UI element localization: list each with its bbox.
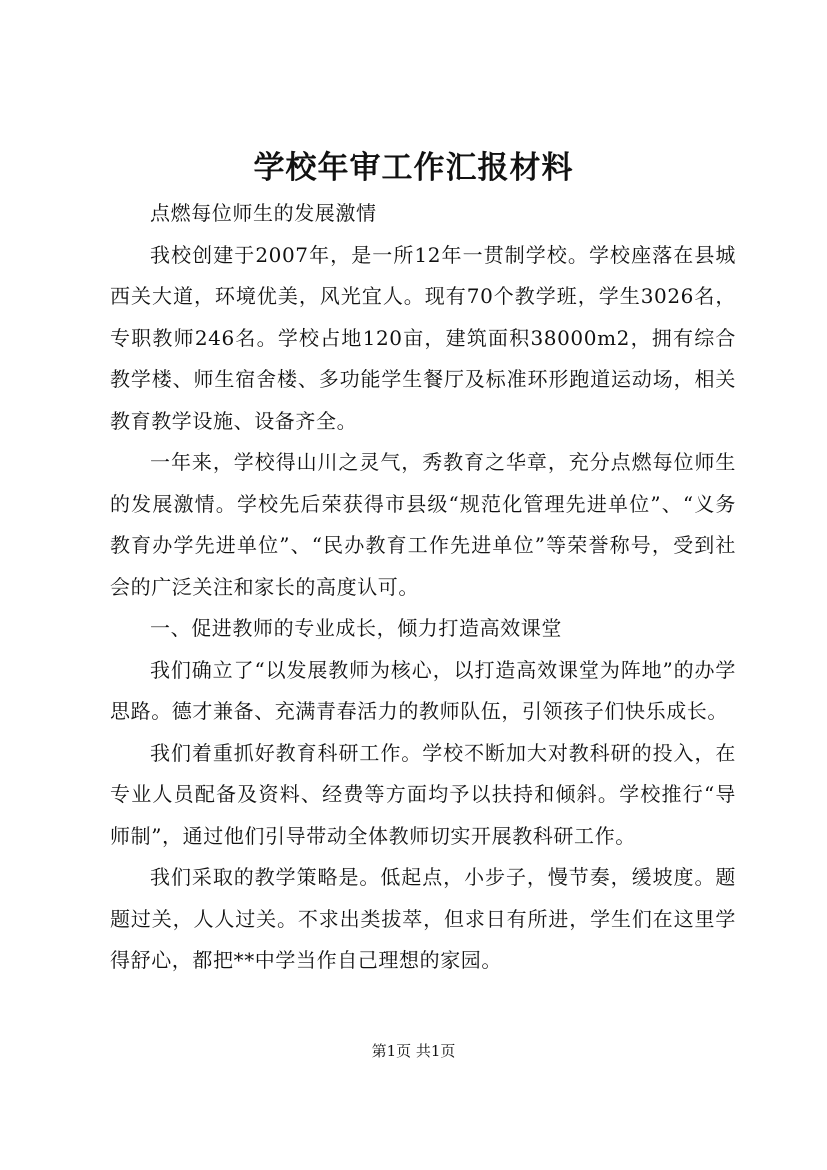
research-paragraph: 我们着重抓好教育科研工作。学校不断加大对教科研的投入，在专业人员配备及资料、经费等方面均予以扶持和倾斜。学校推行“导师制”，通过他们引导带动全体教师切实开展教科研工作。 <box>110 740 736 848</box>
intro-paragraph: 我校创建于2007年，是一所12年一贯制学校。学校座落在县城西关大道，环境优美，风光宜人。现有70个教学班，学生3026名，专职教师246名。学校占地120亩，建筑面积38000m2，拥有综合教学楼、师生宿舍楼、多功能学生餐厅及标准环形跑道运动场，相关教育教学设施、设备齐全。 <box>110 242 736 433</box>
document-title: 学校年审工作汇报材料 <box>253 150 574 186</box>
document-body <box>110 193 736 982</box>
teaching-philosophy-paragraph: 我们确立了“以发展教师为核心，以打造高效课堂为阵地”的办学思路。德才兼备、充满青春活力的教师队伍，引领孩子们快乐成长。 <box>110 657 736 723</box>
subtitle-paragraph: 点燃每位师生的发展激情 <box>150 201 377 225</box>
strategy-paragraph: 我们采取的教学策略是。低起点，小步子，慢节奏，缓坡度。题题过关，人人过关。不求出类拔萃，但求日有所进，学生们在这里学得舒心，都把**中学当作自己理想的家园。 <box>110 865 736 972</box>
section-heading: 一、促进教师的专业成长，倾力打造高效课堂 <box>150 616 562 640</box>
page-number-footer: 第1页 共1页 <box>371 1042 456 1060</box>
achievements-paragraph: 一年来，学校得山川之灵气，秀教育之华章，充分点燃每位师生的发展激情。学校先后荣获得市县级“规范化管理先进单位”、“义务教育办学先进单位”、“民办教育工作先进单位”等荣誉称号，受到社会的广泛关注和家长的高度认可。 <box>110 450 736 599</box>
